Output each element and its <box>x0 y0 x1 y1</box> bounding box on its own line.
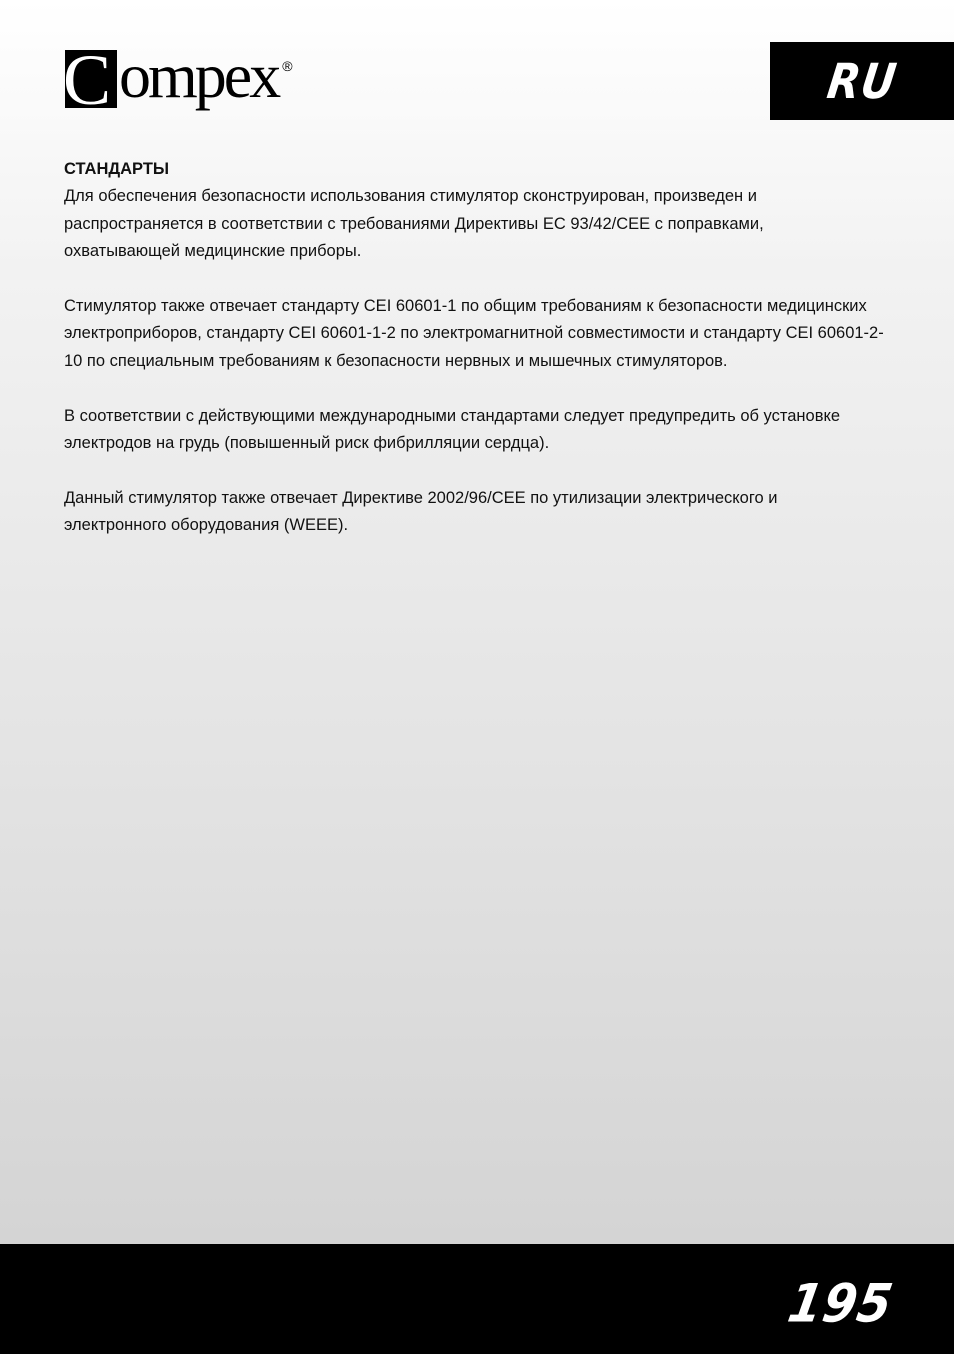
logo-initial: C <box>63 40 112 120</box>
page-number: 195 <box>783 1273 898 1335</box>
registered-mark: ® <box>282 58 293 74</box>
standards-section <box>64 156 884 567</box>
section-title: СТАНДАРТЫ <box>64 160 170 178</box>
paragraph-cei-standards: Стимулятор также отвечает стандарту CEI 60601-1 по общим требованиям к безопасности медицинских электроприборов, стандарту CEI 60601-1-2 по электромагнитной совместимости и стандарту CEI 60601-2-10 по специальным требованиям к безопасности нервных и мышечных стимуляторов. <box>64 297 884 370</box>
logo-initial-box <box>63 40 117 120</box>
logo-wordmark: ompex <box>119 40 279 111</box>
language-badge <box>770 42 954 120</box>
language-label: RU <box>823 52 901 110</box>
page-footer <box>0 1244 954 1354</box>
paragraph-directive: Для обеспечения безопасности использования стимулятор сконструирован, произведен и распространяется в соответствии с требованиями Директивы EC 93/42/CEE с поправками, охватывающей медицинские приборы. <box>64 187 764 261</box>
compex-logo <box>63 40 293 120</box>
paragraph-weee: Данный стимулятор также отвечает Директиве 2002/96/CEE по утилизации электрического и электронного оборудования (WEEE). <box>64 488 778 535</box>
paragraph-electrode-warning: В соответствии с действующими международными стандартами следует предупредить об установке электродов на грудь (повышенный риск фибрилляции сердца). <box>64 406 841 453</box>
